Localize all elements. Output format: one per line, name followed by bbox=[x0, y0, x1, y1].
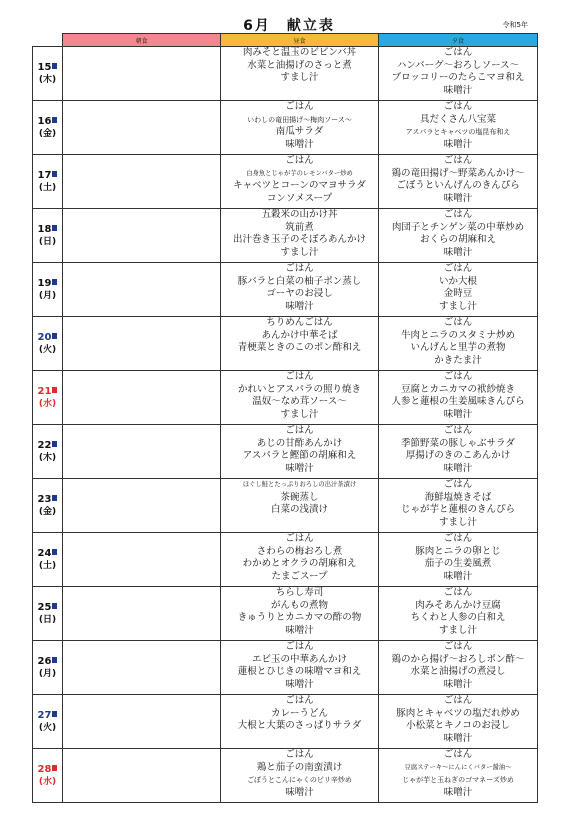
day-marker-icon bbox=[52, 333, 57, 339]
day-number: 22 bbox=[37, 439, 52, 451]
weekday-label: (水) bbox=[38, 398, 57, 409]
dinner-dish: 小松菜とキノコのお浸し bbox=[406, 720, 510, 731]
lunch-dish: 南瓜サラダ bbox=[275, 126, 324, 137]
weekday-label: (日) bbox=[38, 614, 57, 625]
lunch-dish: きゅうりとカニカマの酢の物 bbox=[237, 612, 362, 623]
dinner-dish: ごはん bbox=[443, 101, 473, 112]
day-marker-icon bbox=[52, 711, 57, 717]
dinner-cell bbox=[379, 587, 538, 641]
dinner-dish: ごはん bbox=[443, 425, 473, 436]
day-row bbox=[33, 155, 538, 209]
header-lunch: 昼食 bbox=[221, 34, 379, 47]
lunch-dish: ごはん bbox=[285, 695, 314, 706]
dinner-dish: ブロッコリーのたらこマヨ和え bbox=[391, 72, 525, 83]
lunch-dish: ちらし寿司 bbox=[275, 587, 324, 598]
day-marker-icon bbox=[52, 603, 57, 609]
dinner-dish: 豚肉とニラの卵とじ bbox=[415, 545, 501, 557]
lunch-cell bbox=[221, 533, 379, 587]
day-number: 28 bbox=[37, 763, 52, 775]
day-number: 25 bbox=[37, 601, 52, 613]
dinner-dish: いんげんと里芋の煮物 bbox=[410, 342, 506, 353]
lunch-dish: あんかけ中華そば bbox=[261, 329, 338, 341]
dinner-dish: いか大根 bbox=[438, 275, 477, 287]
dinner-dish: すまし汁 bbox=[438, 300, 477, 312]
dinner-cell bbox=[379, 47, 538, 101]
weekday-label: (水) bbox=[38, 776, 57, 787]
lunch-cell bbox=[221, 47, 379, 101]
lunch-dish: ごはん bbox=[285, 641, 314, 652]
dinner-dish: 金時豆 bbox=[443, 288, 473, 299]
dinner-dish: じゃが芋と玉ねぎのゴマネーズ炒め bbox=[402, 776, 514, 784]
lunch-dish: 味噌汁 bbox=[285, 300, 314, 312]
date-cell bbox=[33, 371, 63, 425]
weekday-label: (木) bbox=[38, 74, 57, 85]
breakfast-cell bbox=[63, 155, 221, 209]
dinner-dish: ごはん bbox=[443, 749, 473, 760]
breakfast-cell bbox=[63, 533, 221, 587]
dinner-dish: 水菜と油揚げの煮浸し bbox=[410, 666, 506, 677]
lunch-dish: ゴーヤのお浸し bbox=[266, 288, 333, 299]
dinner-cell bbox=[379, 425, 538, 479]
dinner-dish: 味噌汁 bbox=[443, 408, 473, 420]
lunch-cell bbox=[221, 695, 379, 749]
lunch-dish: 温奴～なめ茸ソース～ bbox=[252, 396, 347, 407]
dinner-dish: ごはん bbox=[443, 263, 473, 274]
date-cell bbox=[33, 587, 63, 641]
weekday-label: (月) bbox=[38, 668, 57, 679]
date-cell bbox=[33, 47, 63, 101]
day-number: 21 bbox=[37, 385, 52, 397]
lunch-dish bbox=[221, 355, 378, 368]
lunch-dish: 肉みそと温玉のビビンバ丼 bbox=[242, 47, 357, 58]
lunch-dish: 蓮根とひじきの味噌マヨ和え bbox=[237, 666, 362, 677]
dinner-dish: じゃが芋と蓮根のきんぴら bbox=[400, 504, 515, 515]
day-number: 15 bbox=[37, 61, 52, 73]
dinner-dish: ごはん bbox=[443, 587, 473, 598]
day-number: 18 bbox=[37, 223, 52, 235]
dinner-cell bbox=[379, 695, 538, 749]
lunch-dish bbox=[221, 517, 378, 530]
day-row bbox=[33, 209, 538, 263]
dinner-dish: 豆腐ステーキ～にんにくバター醤油～ bbox=[404, 763, 512, 771]
day-row bbox=[33, 101, 538, 155]
lunch-dish: 味噌汁 bbox=[285, 786, 314, 798]
lunch-dish: 豚バラと白菜の柚子ポン蒸し bbox=[237, 275, 362, 287]
lunch-cell bbox=[221, 641, 379, 695]
dinner-dish: 茄子の生姜風煮 bbox=[424, 558, 492, 569]
date-cell bbox=[33, 317, 63, 371]
dinner-cell bbox=[379, 101, 538, 155]
dinner-dish: ごはん bbox=[443, 317, 473, 328]
lunch-dish: ごはん bbox=[285, 371, 314, 382]
lunch-dish: ほぐし鮭とたっぷりおろしの出汁茶漬け bbox=[242, 481, 357, 488]
day-row bbox=[33, 317, 538, 371]
lunch-dish: 味噌汁 bbox=[285, 624, 314, 636]
day-row bbox=[33, 371, 538, 425]
dinner-dish: アスパラとキャベツの塩昆布和え bbox=[405, 128, 511, 136]
lunch-cell bbox=[221, 209, 379, 263]
menu-body bbox=[33, 47, 538, 803]
day-row bbox=[33, 263, 538, 317]
lunch-dish: がんもの煮物 bbox=[270, 599, 328, 611]
weekday-label: (木) bbox=[38, 452, 57, 463]
day-number: 24 bbox=[37, 547, 52, 559]
dinner-dish: 厚揚げのきのこあんかけ bbox=[405, 450, 511, 461]
dinner-dish: ごはん bbox=[443, 695, 473, 706]
dinner-dish: 味噌汁 bbox=[443, 786, 473, 798]
day-number: 19 bbox=[37, 277, 52, 289]
lunch-dish: 青梗菜ときのこのポン酢和え bbox=[237, 342, 362, 353]
breakfast-cell bbox=[63, 209, 221, 263]
day-row bbox=[33, 479, 538, 533]
header-row bbox=[33, 34, 538, 47]
lunch-dish: ごはん bbox=[285, 263, 314, 274]
dinner-dish: ごはん bbox=[443, 533, 473, 544]
header-breakfast: 朝食 bbox=[63, 34, 221, 47]
dinner-dish: 季節野菜の豚しゃぶサラダ bbox=[401, 437, 515, 449]
breakfast-cell bbox=[63, 425, 221, 479]
lunch-dish: アスパラと鰹節の胡麻和え bbox=[242, 450, 357, 461]
weekday-label: (月) bbox=[38, 290, 57, 301]
date-cell bbox=[33, 155, 63, 209]
date-cell bbox=[33, 101, 63, 155]
day-marker-icon bbox=[52, 225, 57, 231]
dinner-dish: 豚肉とキャベツの塩だれ炒め bbox=[396, 707, 520, 719]
date-cell bbox=[33, 533, 63, 587]
dinner-dish: 味噌汁 bbox=[443, 138, 473, 150]
dinner-dish: ごぼうといんげんのきんぴら bbox=[396, 180, 520, 191]
day-marker-icon bbox=[52, 117, 57, 123]
lunch-dish: 味噌汁 bbox=[285, 138, 314, 150]
dinner-cell bbox=[379, 317, 538, 371]
lunch-dish: ごはん bbox=[285, 533, 314, 544]
dinner-dish: 味噌汁 bbox=[443, 732, 473, 744]
lunch-dish: ごはん bbox=[285, 101, 314, 112]
dinner-dish: 肉みそあんかけ豆腐 bbox=[415, 599, 501, 611]
day-number: 23 bbox=[37, 493, 52, 505]
breakfast-cell bbox=[63, 371, 221, 425]
lunch-dish: 茶碗蒸し bbox=[280, 491, 319, 503]
dinner-dish: すまし汁 bbox=[438, 624, 477, 636]
breakfast-cell bbox=[63, 641, 221, 695]
breakfast-cell bbox=[63, 587, 221, 641]
lunch-dish: いわしの竜田揚げ～梅肉ソース～ bbox=[247, 115, 352, 124]
date-cell bbox=[33, 479, 63, 533]
lunch-dish: ごはん bbox=[285, 155, 314, 166]
lunch-dish: 白菜の浅漬け bbox=[270, 504, 328, 515]
day-number: 27 bbox=[37, 709, 52, 721]
day-number: 17 bbox=[37, 169, 52, 181]
weekday-label: (火) bbox=[38, 344, 57, 355]
dinner-cell bbox=[379, 371, 538, 425]
dinner-dish: ちくわと人参の白和え bbox=[410, 612, 506, 623]
dinner-dish: 味噌汁 bbox=[443, 192, 473, 204]
day-number: 16 bbox=[37, 115, 52, 127]
era-label: 令和5年 bbox=[502, 21, 528, 29]
lunch-cell bbox=[221, 749, 379, 803]
dinner-dish: 味噌汁 bbox=[443, 570, 473, 582]
dinner-dish: 鶏のから揚げ～おろしポン酢～ bbox=[391, 653, 525, 665]
day-row bbox=[33, 533, 538, 587]
lunch-dish: 鶏と茄子の南蛮漬け bbox=[256, 761, 343, 773]
lunch-dish: 水菜と油揚げのさっと煮 bbox=[247, 59, 352, 71]
weekday-label: (日) bbox=[38, 236, 57, 247]
day-marker-icon bbox=[52, 657, 57, 663]
lunch-cell bbox=[221, 425, 379, 479]
dinner-dish: 味噌汁 bbox=[443, 678, 473, 690]
dinner-dish: ごはん bbox=[443, 155, 473, 166]
lunch-dish: たまごスープ bbox=[271, 570, 328, 582]
date-cell bbox=[33, 641, 63, 695]
lunch-dish: かれいとアスパラの照り焼き bbox=[237, 383, 362, 395]
day-row bbox=[33, 749, 538, 803]
breakfast-cell bbox=[63, 101, 221, 155]
date-cell bbox=[33, 263, 63, 317]
dinner-dish: 味噌汁 bbox=[443, 246, 473, 258]
breakfast-cell bbox=[63, 749, 221, 803]
lunch-dish: すまし汁 bbox=[280, 72, 319, 83]
lunch-dish: さわらの梅おろし煮 bbox=[256, 545, 343, 557]
day-marker-icon bbox=[52, 63, 57, 69]
lunch-dish: キャベツとコーンのマヨサラダ bbox=[233, 180, 366, 191]
weekday-label: (土) bbox=[38, 560, 57, 571]
dinner-dish: ごはん bbox=[443, 641, 473, 652]
lunch-dish: あじの甘酢あんかけ bbox=[256, 437, 343, 449]
lunch-dish: 筑前煮 bbox=[285, 221, 314, 233]
dinner-dish: すまし汁 bbox=[438, 516, 477, 528]
dinner-dish: 味噌汁 bbox=[443, 84, 473, 96]
lunch-dish: ちりめんごはん bbox=[266, 317, 333, 328]
lunch-cell bbox=[221, 317, 379, 371]
lunch-dish: カレーうどん bbox=[270, 707, 328, 719]
dinner-cell bbox=[379, 749, 538, 803]
dinner-dish: おくらの胡麻和え bbox=[419, 234, 496, 245]
breakfast-cell bbox=[63, 317, 221, 371]
header-blank bbox=[33, 34, 63, 47]
dinner-dish: 人参と蓮根の生姜風味きんぴら bbox=[391, 396, 525, 407]
dinner-dish: 牛肉とニラのスタミナ炒め bbox=[400, 329, 515, 341]
date-cell bbox=[33, 209, 63, 263]
page-title: 6月 献立表 bbox=[243, 18, 335, 34]
breakfast-cell bbox=[63, 695, 221, 749]
day-marker-icon bbox=[52, 495, 57, 501]
lunch-cell bbox=[221, 155, 379, 209]
date-cell bbox=[33, 749, 63, 803]
lunch-dish: 大根と大葉のさっぱりサラダ bbox=[237, 720, 362, 731]
lunch-cell bbox=[221, 479, 379, 533]
dinner-dish: ごはん bbox=[443, 209, 473, 220]
day-row bbox=[33, 695, 538, 749]
day-row bbox=[33, 47, 538, 101]
lunch-dish: 出汁巻き玉子のそぼろあんかけ bbox=[232, 234, 366, 245]
day-marker-icon bbox=[52, 387, 57, 393]
lunch-dish: ごぼうとこんにゃくのピリ辛炒め bbox=[247, 776, 352, 784]
lunch-dish bbox=[221, 733, 378, 746]
lunch-cell bbox=[221, 587, 379, 641]
lunch-cell bbox=[221, 101, 379, 155]
lunch-dish: ごはん bbox=[285, 425, 314, 436]
dinner-cell bbox=[379, 155, 538, 209]
lunch-cell bbox=[221, 263, 379, 317]
dinner-dish: ごはん bbox=[443, 47, 473, 58]
weekday-label: (金) bbox=[38, 128, 57, 139]
dinner-dish: 海鮮塩焼きそば bbox=[424, 491, 492, 503]
lunch-cell bbox=[221, 371, 379, 425]
lunch-dish: コンソメスープ bbox=[266, 192, 333, 204]
dinner-dish: 鶏の竜田揚げ～野菜あんかけ～ bbox=[391, 167, 525, 179]
lunch-dish: 味噌汁 bbox=[285, 678, 314, 690]
day-marker-icon bbox=[52, 171, 57, 177]
dinner-cell bbox=[379, 479, 538, 533]
header-dinner: 夕食 bbox=[379, 34, 538, 47]
day-row bbox=[33, 587, 538, 641]
day-number: 26 bbox=[37, 655, 52, 667]
lunch-dish: すまし汁 bbox=[280, 408, 319, 420]
weekday-label: (金) bbox=[38, 506, 57, 517]
dinner-dish: 具だくさん八宝菜 bbox=[419, 113, 496, 125]
dinner-cell bbox=[379, 641, 538, 695]
lunch-dish: 味噌汁 bbox=[285, 462, 314, 474]
day-marker-icon bbox=[52, 765, 57, 771]
date-cell bbox=[33, 695, 63, 749]
breakfast-cell bbox=[63, 47, 221, 101]
dinner-dish: かきたま汁 bbox=[434, 354, 482, 366]
lunch-dish: ごはん bbox=[285, 749, 314, 760]
weekday-label: (火) bbox=[38, 722, 57, 733]
day-marker-icon bbox=[52, 549, 57, 555]
menu-table bbox=[32, 33, 538, 803]
lunch-dish: わかめとオクラの胡麻和え bbox=[242, 558, 357, 569]
lunch-dish: エビ玉の中華あんかけ bbox=[251, 653, 347, 665]
dinner-dish: 肉団子とチンゲン菜の中華炒め bbox=[391, 221, 525, 233]
day-marker-icon bbox=[52, 441, 57, 447]
dinner-dish: 味噌汁 bbox=[443, 462, 473, 474]
lunch-dish: すまし汁 bbox=[280, 246, 319, 258]
dinner-cell bbox=[379, 209, 538, 263]
day-row bbox=[33, 425, 538, 479]
weekday-label: (土) bbox=[38, 182, 57, 193]
dinner-dish: ハンバーグ～おろしソース～ bbox=[396, 59, 520, 71]
lunch-dish: 五穀米の山かけ丼 bbox=[261, 209, 338, 220]
day-row bbox=[33, 641, 538, 695]
dinner-dish: ごはん bbox=[443, 371, 473, 382]
date-cell bbox=[33, 425, 63, 479]
dinner-dish: 豆腐とカニカマの袱紗焼き bbox=[400, 383, 515, 395]
day-number: 20 bbox=[37, 331, 52, 343]
dinner-cell bbox=[379, 263, 538, 317]
dinner-dish: ごはん bbox=[443, 479, 473, 490]
day-marker-icon bbox=[52, 279, 57, 285]
breakfast-cell bbox=[63, 479, 221, 533]
dinner-cell bbox=[379, 533, 538, 587]
lunch-dish: 白身魚とじゃが芋のレモンバター炒め bbox=[246, 169, 353, 177]
breakfast-cell bbox=[63, 263, 221, 317]
